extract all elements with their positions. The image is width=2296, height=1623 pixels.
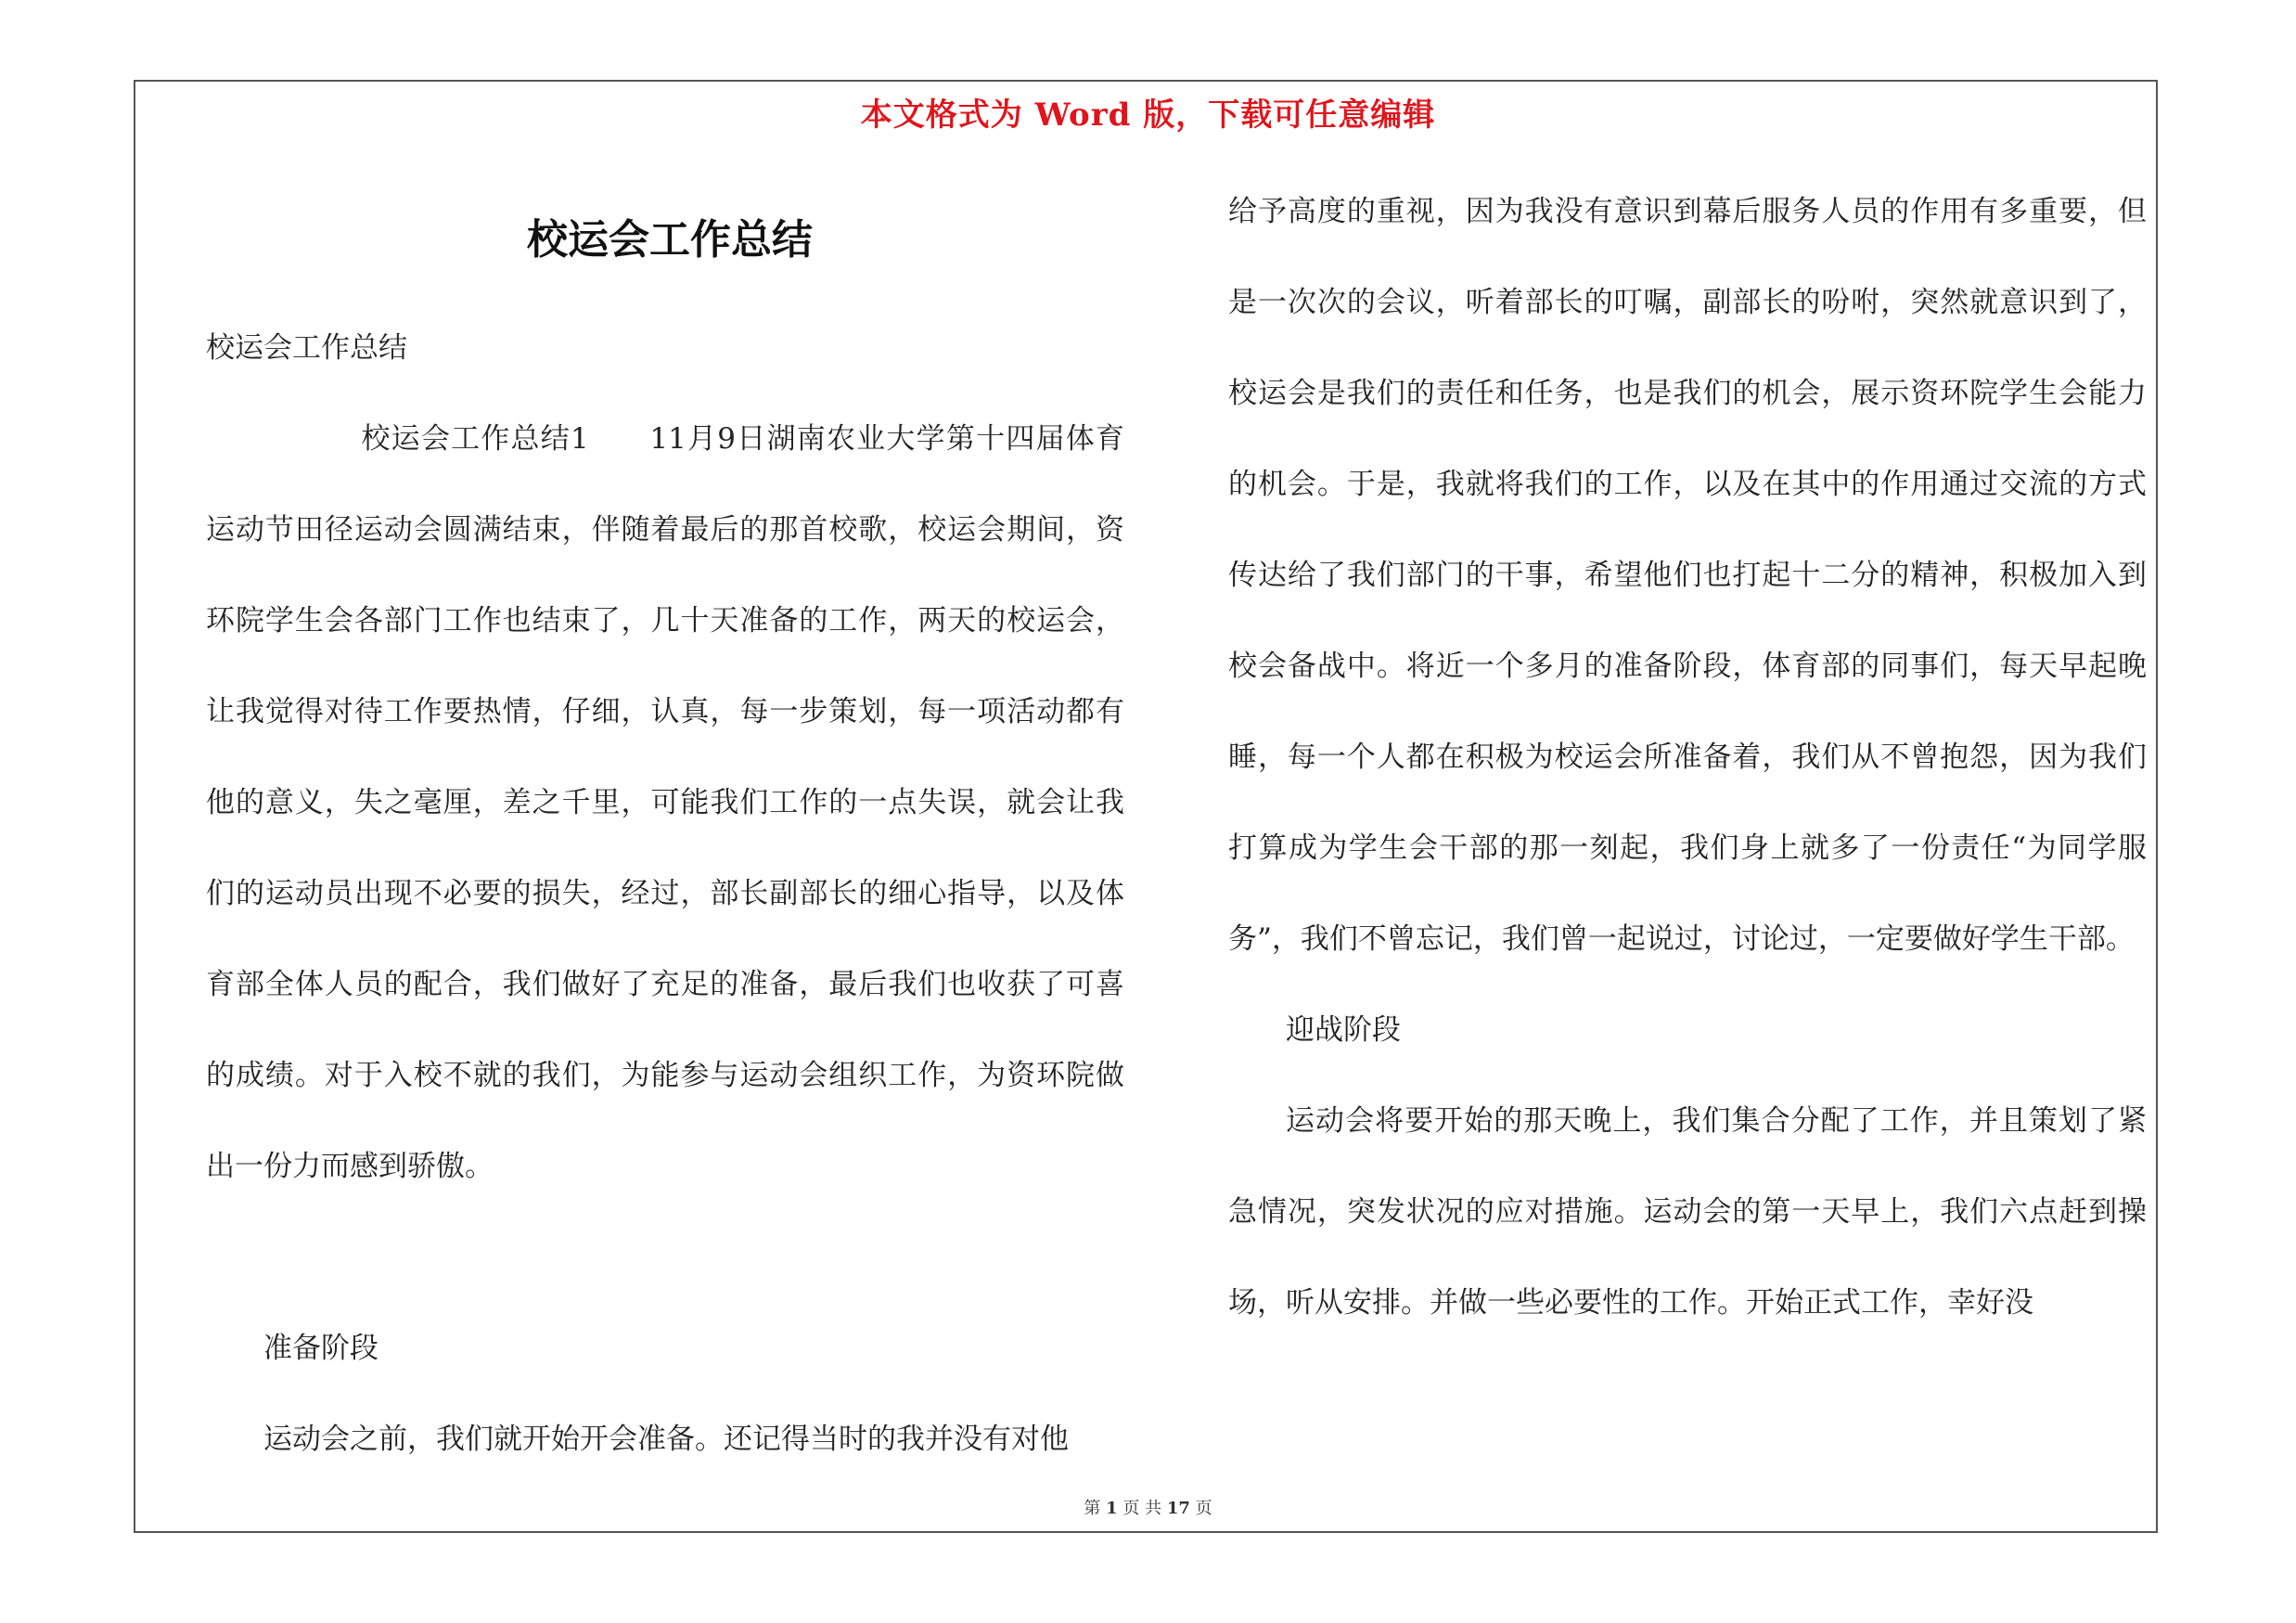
subtitle-paragraph: 校运会工作总结	[206, 331, 407, 365]
document-title: 校运会工作总结	[527, 216, 813, 264]
format-banner: 本文格式为 Word 版，下载可任意编辑	[860, 97, 1436, 134]
footer-middle: 页 共	[1122, 1499, 1162, 1518]
body-paragraph: 给予高度的重视，因为我没有意识到幕后服务人员的作用有多重要，但是一次次的会议，听着部长的叮嘱，副部长的吩咐，突然就意识到了，校运会是我们的责任和任务，也是我们的机会，展示资环院学生会能力的机会。于是，我就将我们的工作，以及在其中的作用通过交流的方式传达给了我们部门的干事，希望他们也打起十二分的精神，积极加入到校会备战中。将近一个多月的准备阶段，体育部的同事们，每天早起晚睡，每一个人都在积极为校运会所准备着，我们从不曾抱怨，因为我们打算成为学生会干部的那一刻起，我们身上就多了一份责任“为同学服务”，我们不曾忘记，我们曾一起说过，讨论过，一定要做好学生干部。	[1228, 195, 2147, 956]
paragraph-gap	[206, 1212, 1124, 1303]
footer-prefix: 第	[1084, 1499, 1101, 1518]
footer-total-pages: 17	[1166, 1499, 1190, 1518]
footer-suffix: 页	[1195, 1499, 1212, 1518]
left-column	[206, 303, 1124, 1485]
body-paragraph: 运动会将要开始的那天晚上，我们集合分配了工作，并且策划了紧急情况，突发状况的应对措施。运动会的第一天早上，我们六点赶到操场，听从安排。并做一些必要性的工作。开始正式工作，幸好没	[1228, 1104, 2147, 1320]
right-column	[1228, 166, 2147, 1348]
section-heading: 迎战阶段	[1286, 1013, 1401, 1047]
body-paragraph: 运动会之前，我们就开始开会准备。还记得当时的我并没有对他	[263, 1423, 1069, 1456]
footer-page-number: 1	[1106, 1499, 1118, 1518]
page-footer	[0, 1495, 2296, 1519]
body-paragraph: 校运会工作总结1 11月9日湖南农业大学第十四届体育运动节田径运动会圆满结束，伴随着最后的那首校歌，校运会期间，资环院学生会各部门工作也结束了，几十天准备的工作，两天的校运会，让我觉得对待工作要热情，仔细，认真，每一步策划，每一项活动都有他的意义，失之毫厘，差之千里，可能我们工作的一点失误，就会让我们的运动员出现不必要的损失，经过，部长副部长的细心指导，以及体育部全体人员的配合，我们做好了充足的准备，最后我们也收获了可喜的成绩。对于入校不就的我们，为能参与运动会组织工作，为资环院做出一份力而感到骄傲。	[206, 422, 1124, 1183]
section-heading: 准备阶段	[263, 1332, 378, 1365]
